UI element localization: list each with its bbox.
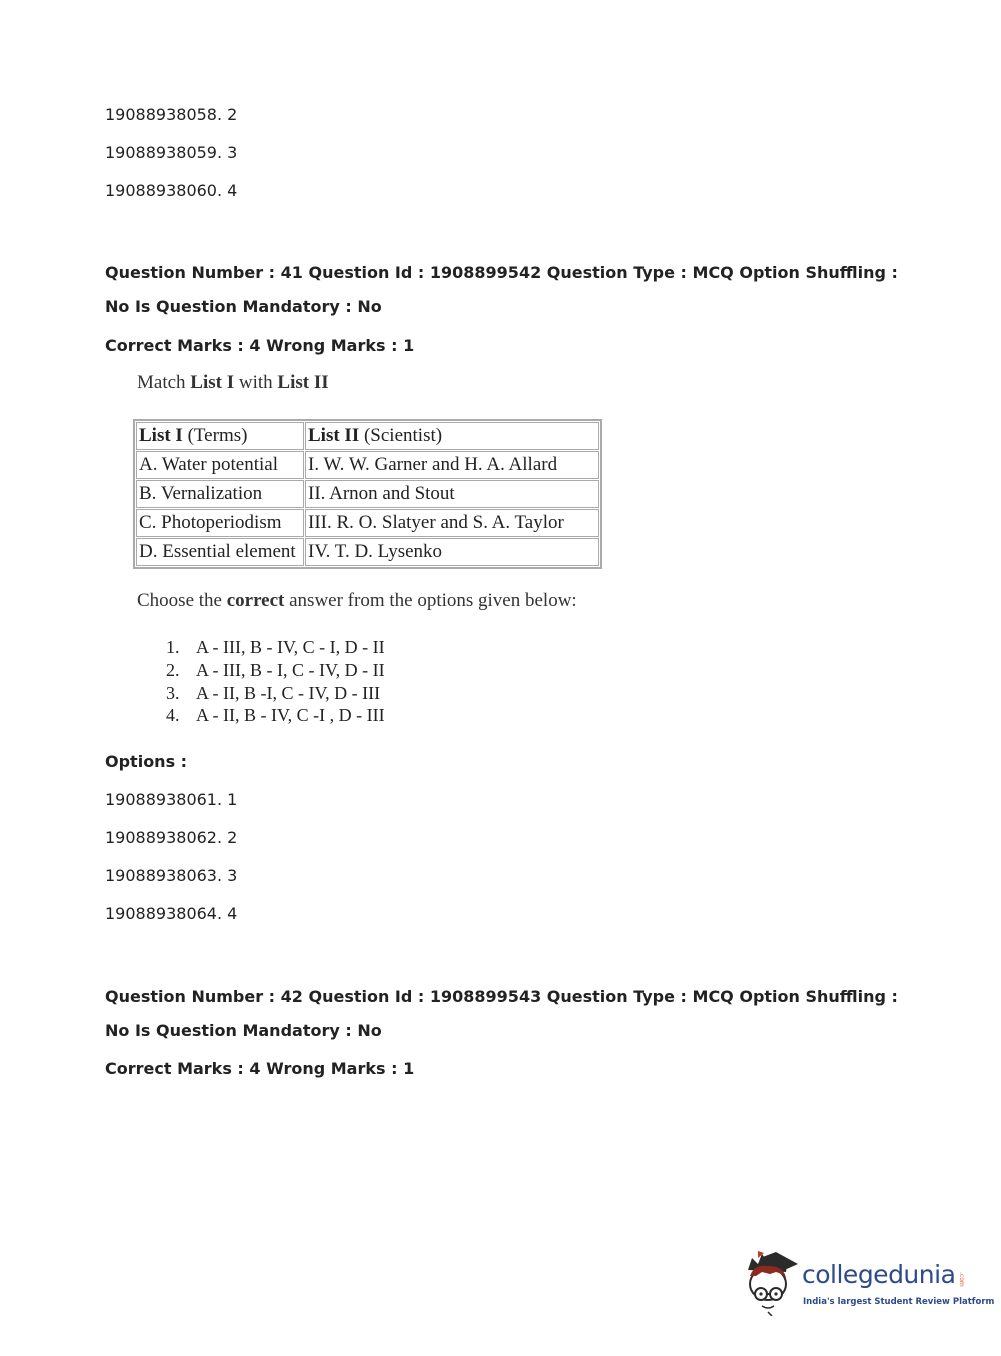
option-line: 19088938063. 3 <box>105 866 238 885</box>
table-row <box>136 509 599 537</box>
question-header: Question Number : 42 Question Id : 1908899543 Question Type : MCQ Option Shuffling : No Is Question Mandatory : No <box>105 987 898 1040</box>
question-intro: Match List I with List II <box>137 372 329 393</box>
table-cell: B. Vernalization <box>136 480 304 508</box>
table-cell: III. R. O. Slatyer and S. A. Taylor <box>305 509 599 537</box>
mascot-icon <box>742 1250 804 1316</box>
choose-instruction: Choose the correct answer from the options given below: <box>137 590 577 611</box>
table-row <box>136 480 599 508</box>
table-cell: IV. T. D. Lysenko <box>305 538 599 566</box>
logo-wordmark: collegedunia <box>802 1260 956 1289</box>
table-header-cell: List II (Scientist) <box>305 422 599 450</box>
match-table <box>133 419 602 569</box>
options-label: Options : <box>105 752 188 771</box>
table-cell: II. Arnon and Stout <box>305 480 599 508</box>
option-line: 19088938064. 4 <box>105 904 238 923</box>
table-cell: C. Photoperiodism <box>136 509 304 537</box>
answer-choice: 3. A - II, B -I, C - IV, D - III <box>166 683 381 703</box>
table-cell: A. Water potential <box>136 451 304 479</box>
table-row <box>136 538 599 566</box>
logo-suffix: .com <box>958 1272 965 1287</box>
table-row <box>136 451 599 479</box>
answer-choice: 1. A - III, B - IV, C - I, D - II <box>166 637 385 657</box>
logo-tagline: India's largest Student Review Platform <box>803 1297 995 1307</box>
table-cell: D. Essential element <box>136 538 304 566</box>
table-header-cell: List I (Terms) <box>136 422 304 450</box>
question-marks: Correct Marks : 4 Wrong Marks : 1 <box>105 1059 415 1078</box>
table-header-row <box>136 422 599 450</box>
option-line: 19088938058. 2 <box>105 105 238 124</box>
option-line: 19088938061. 1 <box>105 790 238 809</box>
table-cell: I. W. W. Garner and H. A. Allard <box>305 451 599 479</box>
collegedunia-logo <box>742 1250 995 1316</box>
question-marks: Correct Marks : 4 Wrong Marks : 1 <box>105 336 415 355</box>
option-line: 19088938060. 4 <box>105 181 238 200</box>
answer-choice: 2. A - III, B - I, C - IV, D - II <box>166 660 385 680</box>
question-header: Question Number : 41 Question Id : 1908899542 Question Type : MCQ Option Shuffling : No Is Question Mandatory : No <box>105 263 898 316</box>
answer-choice: 4. A - II, B - IV, C -I , D - III <box>166 705 385 725</box>
option-line: 19088938062. 2 <box>105 828 238 847</box>
option-line: 19088938059. 3 <box>105 143 238 162</box>
